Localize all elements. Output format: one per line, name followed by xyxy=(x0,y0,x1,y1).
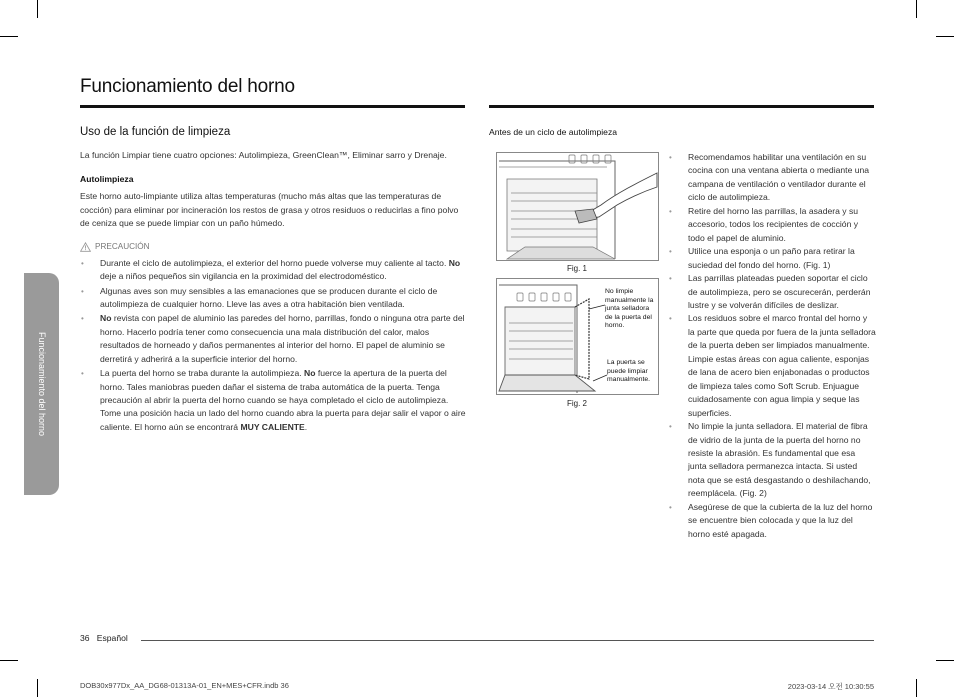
intro-paragraph: La función Limpiar tiene cuatro opciones: Autolimpieza, GreenClean™, Eliminar sarro y Drenaje. xyxy=(80,150,447,161)
title-rule-right xyxy=(489,105,874,108)
autolimpieza-description: Este horno auto-limpiante utiliza altas temperaturas (mucho más altas que las temperaturas de cocción) para eliminar por incineración los restos de grasa y otros residuos o reducirlas a fino polvo de ceniza que se puede limpiar con un paño húmedo. xyxy=(80,191,459,229)
crop-mark xyxy=(936,36,954,37)
list-item: • Asegúrese de que la cubierta de la luz del horno se encuentre bien colocada y que la luz del horno esté apagada. xyxy=(668,501,876,541)
callout-door-cleaning: La puerta se puede limpiar manualmente. xyxy=(607,359,651,384)
section-heading: Uso de la función de limpieza xyxy=(80,126,231,138)
crop-mark xyxy=(936,660,954,661)
list-item: • Recomendamos habilitar una ventilación en su cocina con una ventana abierta o mediante una campana de ventilación o ventilador durante el ciclo de autolimpieza. xyxy=(668,151,876,205)
left-column xyxy=(80,126,468,435)
callout-seal-warning: No limpie manualmente la junta selladora de la puerta del horno. xyxy=(605,288,654,330)
footer-filename: DOB30x977Dx_AA_DG68-01313A-01_EN+MES+CFR.indb 36 xyxy=(80,681,289,690)
list-item: • Durante el ciclo de autolimpieza, el exterior del horno puede volverse muy caliente al tacto. No deje a niños pequeños sin vigilancia en la proximidad del electrodoméstico. xyxy=(80,257,468,284)
list-item: • No revista con papel de aluminio las paredes del horno, parrillas, fondo o ninguna otra parte del horno. Hacerlo podría tener como consecuencia una mala distribución del calor, malos resultados de horneado y daños permanentes al interior del horno. El papel de aluminio se derretirá y adherirá a la superficie interior del horno. xyxy=(80,312,468,366)
title-rule-left xyxy=(80,105,465,108)
figure-2-caption: Fig. 2 xyxy=(567,399,588,408)
right-column-list xyxy=(668,151,876,541)
list-item: • Algunas aves son muy sensibles a las emanaciones que se producen durante el ciclo de autolimpieza de cualquier horno. Lleve las aves a otra habitación bien ventilada. xyxy=(80,285,468,312)
page-title: Funcionamiento del horno xyxy=(80,76,295,97)
warning-icon xyxy=(80,242,91,252)
list-item: • No limpie la junta selladora. El material de fibra de vidrio de la junta de la puerta del horno no resiste la abrasión. Es fundamental que esa junta selladora permanezca intacta. Si usted nota que se está desgastando o deshilachando, reemplácela. (Fig. 2) xyxy=(668,420,876,501)
caution-label: PRECAUCIÓN xyxy=(95,242,150,252)
page-number: 36 Español xyxy=(80,633,128,643)
list-item: • Retire del horno las parrillas, la asadera y su accesorio, todos los recipientes de cocción y todo el papel de aluminio. xyxy=(668,205,876,245)
footer-rule xyxy=(141,640,874,641)
crop-mark xyxy=(37,0,38,18)
list-item: • Utilice una esponja o un paño para retirar la suciedad del fondo del horno. (Fig. 1) xyxy=(668,245,876,272)
figure-1-caption: Fig. 1 xyxy=(567,264,588,273)
crop-mark xyxy=(916,679,917,697)
footer-timestamp: 2023-03-14 오전 10:30:55 xyxy=(787,682,874,691)
side-tab-label: Funcionamiento del horno xyxy=(36,331,47,437)
caution-list xyxy=(80,257,468,434)
preparation-list xyxy=(668,151,876,541)
crop-mark xyxy=(0,660,18,661)
caution-header xyxy=(80,240,468,253)
list-item: • Los residuos sobre el marco frontal del horno y la parte que queda por fuera de la junta selladora de la puerta deben ser limpiados manualmente. Limpie estas áreas con agua caliente, esponjas de lana de acero bien enjabonadas o productos de limpieza tales como Soft Scrub. Enjuague cuidadosamente con agua limpia y seque las superficies. xyxy=(668,312,876,420)
crop-mark xyxy=(37,679,38,697)
subheading-autolimpieza: Autolimpieza xyxy=(80,173,134,184)
list-item: • La puerta del horno se traba durante la autolimpieza. No fuerce la apertura de la puerta del horno. Tales maniobras pueden dañar el sistema de traba automática de la puerta. Tenga precaución al abrir la puerta del horno cuando se haya completado el ciclo de autolimpieza. Tome una posición hacia un lado del horno cuando abra la puerta para dejar salir el vapor o aire caliente. El horno aún se encontrará MUY CALIENTE. xyxy=(80,367,468,434)
crop-mark xyxy=(0,36,18,37)
figure-1-oven-cleaning xyxy=(496,152,659,261)
subsection-heading: Antes de un ciclo de autolimpieza xyxy=(489,127,618,137)
side-tab xyxy=(24,273,59,495)
list-item: • Las parrillas plateadas pueden soportar el ciclo de autolimpieza, pero se oscurecerán, perderán lustre y se volverán difíciles de deslizar. xyxy=(668,272,876,312)
crop-mark xyxy=(916,0,917,18)
